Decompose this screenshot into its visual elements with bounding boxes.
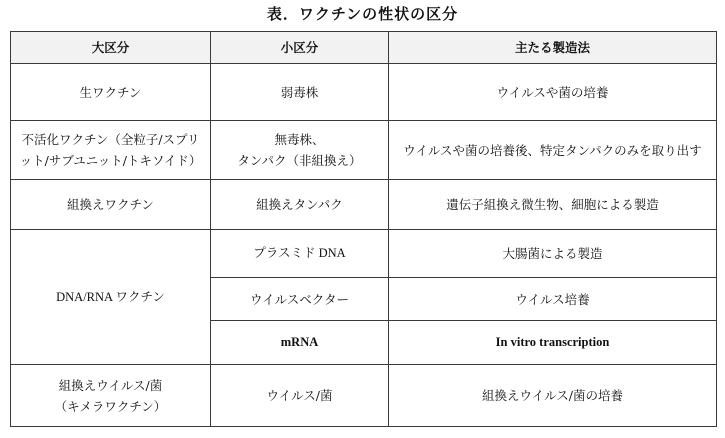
major-category-cell (11, 121, 211, 180)
minor-category-line: 無毒株、 (274, 132, 325, 147)
minor-category-cell: プラスミド DNA (211, 230, 389, 278)
major-category-cell: DNA/RNA ワクチン (11, 230, 211, 365)
production-method-cell: ウイルスや菌の培養後、特定タンパクのみを取り出す (389, 121, 717, 180)
major-category-cell (11, 365, 211, 427)
minor-category-cell: ウイルス/菌 (211, 365, 389, 427)
table-title: 表．ワクチンの性状の区分 (266, 5, 459, 23)
minor-category-cell: 弱毒株 (211, 64, 389, 121)
production-method-cell: 遺伝子組換え微生物、細胞による製造 (389, 180, 717, 230)
production-method-cell: In vitro transcription (389, 321, 717, 365)
table-row (11, 365, 717, 427)
minor-category-line: タンパク（非組換え） (237, 153, 362, 168)
header-minor-category: 小区分 (211, 32, 389, 64)
table-row (11, 64, 717, 121)
major-category-line: （キメラワクチン） (54, 398, 167, 414)
minor-category-cell: mRNA (211, 321, 389, 365)
production-method-cell: 大腸菌による製造 (389, 230, 717, 278)
table-row (11, 180, 717, 230)
production-method-cell: ウイルスや菌の培養 (389, 64, 717, 121)
production-method-cell: ウイルス培養 (389, 278, 717, 321)
minor-category-cell: ウイルスベクター (211, 278, 389, 321)
minor-category-cell (211, 121, 389, 180)
major-category-cell: 生ワクチン (11, 64, 211, 121)
header-production-method: 主たる製造法 (389, 32, 717, 64)
table-row (11, 121, 717, 180)
table-row (11, 230, 717, 278)
major-category-line: ット/サブユニット/トキソイド） (19, 153, 202, 168)
production-method-cell: 組換えウイルス/菌の培養 (389, 365, 717, 427)
header-major-category: 大区分 (11, 32, 211, 64)
major-category-cell: 組換えワクチン (11, 180, 211, 230)
header-row (11, 32, 717, 64)
major-category-line: 組換えウイルス/菌 (58, 377, 163, 393)
vaccine-classification-table (10, 31, 717, 427)
major-category-line: 不活化ワクチン（全粒子/スプリ (21, 132, 200, 147)
minor-category-cell: 組換えタンパク (211, 180, 389, 230)
